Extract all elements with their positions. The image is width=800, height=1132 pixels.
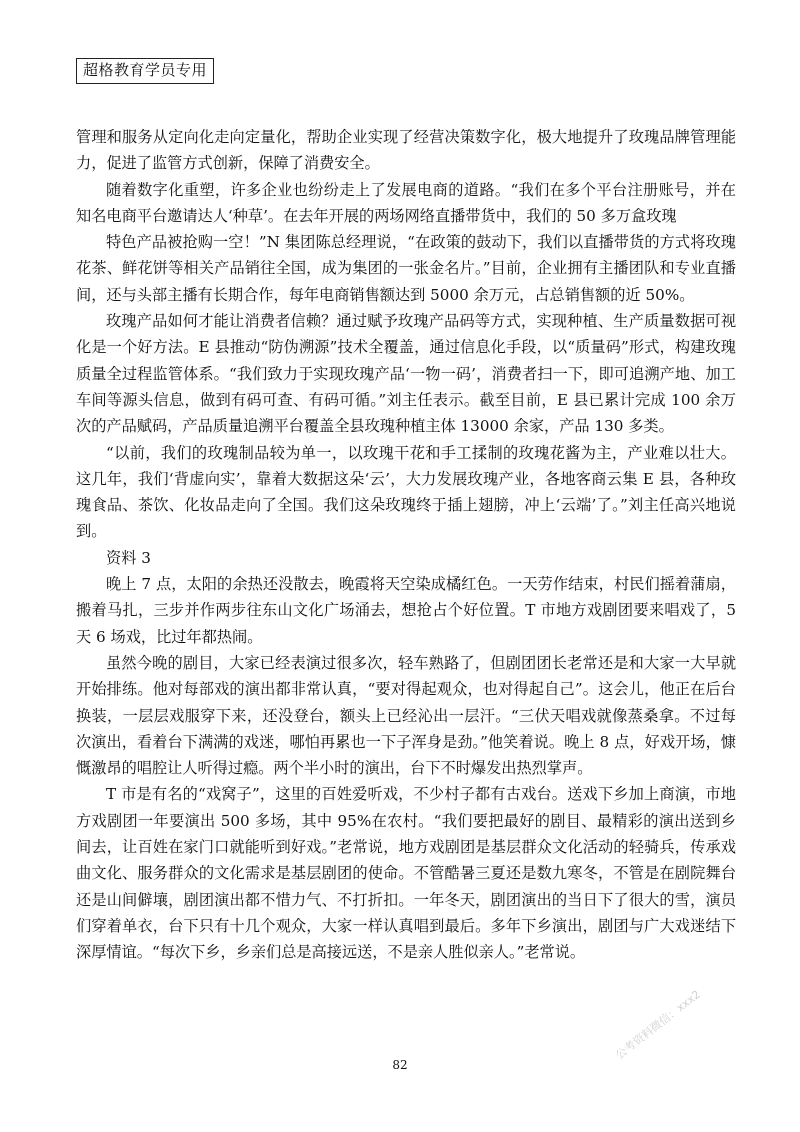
paragraph: T 市是有名的“戏窝子”，这里的百姓爱听戏，不少村子都有古戏台。送戏下乡加上商演，市地方戏剧团一年要演出 500 多场，其中 95%在农村。“我们要把最好的剧目、最精彩的演出送到乡间去，让百姓在家门口就能听到好戏。”老常说，地方戏剧团是基层群众文化活动的轻骑兵，传承戏曲文化、服务群众的文化需求是基层剧团的使命。不管酷暑三夏还是数九寒冬，不管是在剧院舞台还是山间僻壤，剧团演出都不惜力气、不打折扣。一年冬天，剧团演出的当日下了很大的雪，演员们穿着单衣，台下只有十几个观众，大家一样认真唱到最后。多年下乡演出，剧团与广大戏迷结下深厚情谊。“每次下乡，乡亲们总是高接远送，不是亲人胜似亲人。”老常说。 (76, 785, 736, 962)
section-title: 资料 3 (106, 548, 151, 567)
document-body (76, 124, 736, 966)
header-label: 超格教育学员专用 (76, 58, 214, 84)
paragraph: 虽然今晚的剧目，大家已经表演过很多次，轻车熟路了，但剧团团长老常还是和大家一大早就开始排练。他对每部戏的演出都非常认真，“要对得起观众，也对得起自己”。这会儿，他正在后台换装，一层层戏服穿下来，还没登台，额头上已经沁出一层汗。“三伏天唱戏就像蒸桑拿。不过每次演出，看着台下满满的戏迷，哪怕再累也一下子浑身是劲。”他笑着说。晚上 8 点，好戏开场，慷慨激昂的唱腔让人听得过瘾。两个半小时的演出，台下不时爆发出热烈掌声。 (76, 653, 736, 778)
paragraph: 特色产品被抢购一空！”N 集团陈总经理说，“在政策的鼓动下，我们以直播带货的方式将玫瑰花茶、鲜花饼等相关产品销往全国，成为集团的一张金名片。”目前，企业拥有主播团队和专业直播间，还与头部主播有长期合作，每年电商销售额达到 5000 余万元，占总销售额的近 50%。 (76, 233, 736, 304)
paragraph: “以前，我们的玫瑰制品较为单一，以玫瑰干花和手工揉制的玫瑰花酱为主，产业难以壮大。这几年，我们‘背虚向实’，靠着大数据这朵‘云’，大力发展玫瑰产业，各地客商云集 E 县，各种玫瑰食品、茶饮、化妆品走向了全国。我们这朵玫瑰终于插上翅膀，冲上‘云端’了。”刘主任高兴地说到。 (76, 443, 736, 541)
page-number: 82 (392, 1058, 408, 1072)
paragraph: 玫瑰产品如何才能让消费者信赖？通过赋予玫瑰产品码等方式，实现种植、生产质量数据可视化是一个好方法。E 县推动“防伪溯源”技术全覆盖，通过信息化手段，以“质量码”形式，构建玫瑰质量全过程监管体系。“我们致力于实现玫瑰产品‘一物一码’，消费者扫一下，即可追溯产地、加工车间等源头信息，做到有码可查、有码可循。”刘主任表示。截至目前，E 县已累计完成 100 余万次的产品赋码，产品质量追溯平台覆盖全县玫瑰种植主体 13000 余家，产品 130 多类。 (76, 312, 736, 436)
watermark: 公考资料微信：xxx2 (613, 987, 703, 1062)
paragraph: 晚上 7 点，太阳的余热还没散去，晚霞将天空染成橘红色。一天劳作结束，村民们摇着蒲扇，搬着马扎，三步并作两步往东山文化广场涌去，想抢占个好位置。T 市地方戏剧团要来唱戏了，5 天 6 场戏，比过年都热闹。 (76, 575, 736, 646)
paragraph: 管理和服务从定向化走向定量化，帮助企业实现了经营决策数字化，极大地提升了玫瑰品牌管理能力，促进了监管方式创新，保障了消费安全。 (76, 128, 736, 173)
paragraph: 随着数字化重塑，许多企业也纷纷走上了发展电商的道路。“我们在多个平台注册账号，并在知名电商平台邀请达人‘种草’。在去年开展的两场网络直播带货中，我们的 50 多万盒玫瑰 (76, 180, 736, 225)
